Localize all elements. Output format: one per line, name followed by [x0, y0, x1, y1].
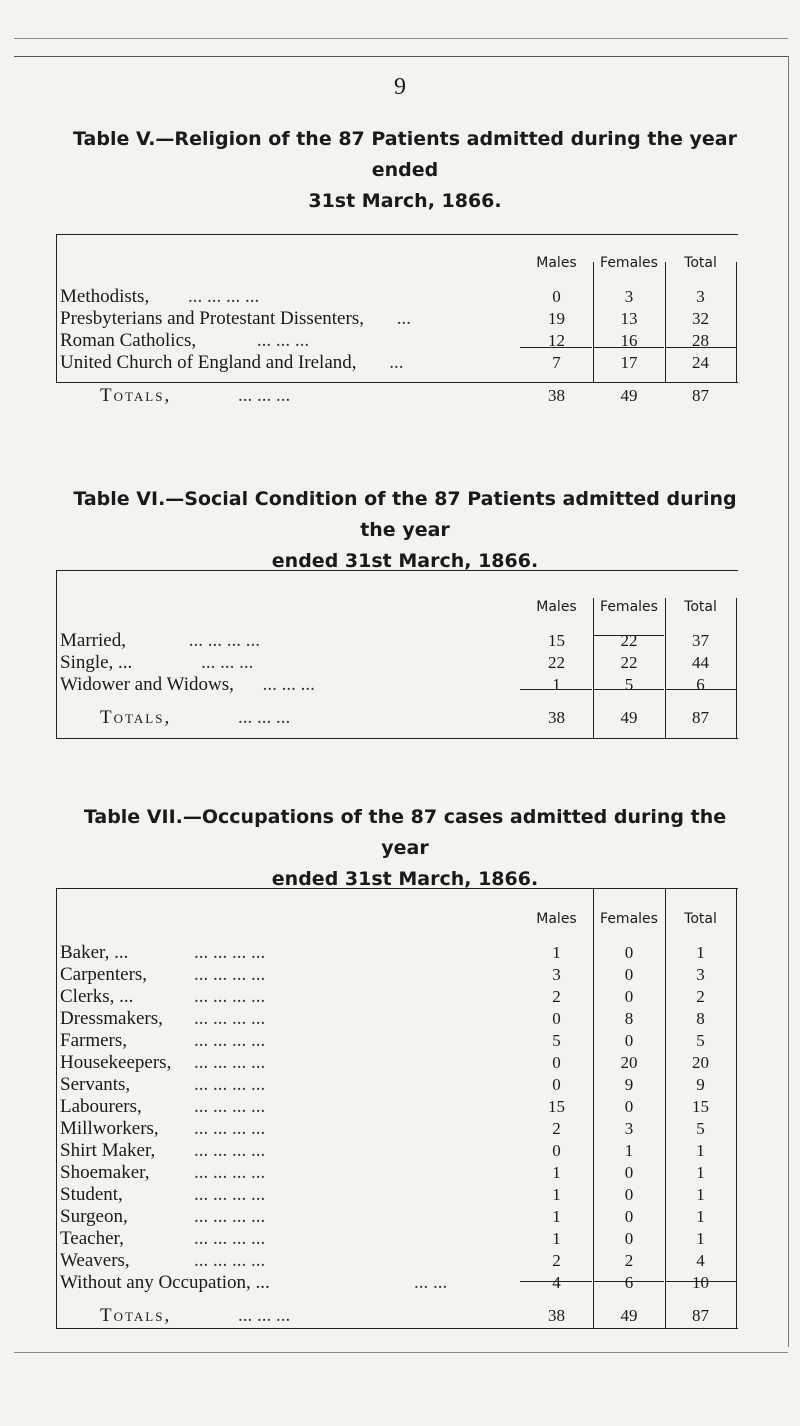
table7-right-rule	[736, 888, 737, 1328]
leader-dots: ... ... ... ...	[194, 1140, 266, 1161]
table5-caption	[60, 124, 750, 217]
total-females: 49	[620, 708, 638, 727]
table7-left-rule	[56, 888, 57, 1328]
table-row	[60, 352, 736, 374]
cell-total: 15	[692, 1097, 709, 1116]
table-row	[60, 674, 736, 696]
table-row	[60, 1140, 736, 1162]
totals-row	[60, 1294, 736, 1338]
table6-title-line1: Table VI.—Social Condition of the 87 Patients admitted during the year	[73, 488, 737, 541]
cell-total: 37	[692, 631, 709, 650]
table-row	[60, 986, 736, 1008]
leader-dots: ... ... ... ...	[194, 1228, 266, 1249]
page-bottom-rule	[14, 1352, 788, 1353]
row-label: Without any Occupation, ...	[60, 1272, 270, 1293]
cell-total: 4	[696, 1251, 705, 1270]
table-row	[60, 1272, 736, 1294]
cell-total: 32	[692, 309, 709, 328]
leader-dots: ...	[396, 308, 411, 329]
row-label: Surgeon,	[60, 1206, 128, 1227]
leader-dots: ...	[389, 352, 404, 373]
table6-title-line2: ended 31st March, 1866.	[271, 550, 539, 572]
cell-males: 5	[552, 1031, 561, 1050]
cell-females: 3	[624, 287, 634, 306]
cell-females: 17	[620, 353, 638, 372]
total-males: 38	[548, 386, 565, 405]
cell-males: 2	[552, 1119, 561, 1138]
row-label: Housekeepers,	[60, 1052, 172, 1073]
cell-males: 3	[552, 965, 561, 984]
col-header-males: Males	[536, 255, 577, 271]
leader-dots: ... ... ... ...	[194, 1052, 266, 1073]
table-row	[60, 942, 736, 964]
leader-dots: ... ... ... ...	[187, 286, 260, 307]
totals-row	[60, 696, 736, 740]
leader-dots: ... ... ...	[237, 707, 291, 728]
cell-males: 2	[552, 987, 561, 1006]
leader-dots: ... ... ... ...	[194, 1008, 266, 1029]
row-label: Shoemaker,	[60, 1162, 150, 1183]
leader-dots: ... ... ...	[256, 330, 310, 351]
cell-total: 44	[692, 653, 709, 672]
table-row	[60, 1206, 736, 1228]
cell-females: 20	[620, 1053, 638, 1072]
row-label: Clerks, ...	[60, 986, 134, 1007]
cell-total: 1	[696, 943, 705, 962]
table5-right-rule	[736, 262, 737, 382]
cell-total: 3	[696, 965, 705, 984]
row-label: Single, ...	[60, 652, 133, 673]
row-label: Servants,	[60, 1074, 131, 1095]
table-row	[60, 1162, 736, 1184]
cell-females: 0	[624, 1229, 634, 1248]
cell-total: 9	[696, 1075, 705, 1094]
cell-males: 1	[552, 1163, 561, 1182]
table6-right-rule	[736, 598, 737, 738]
cell-males: 0	[552, 1009, 561, 1028]
totals-label: Totals,	[100, 707, 172, 728]
total-females: 49	[620, 1306, 638, 1325]
row-label: Farmers,	[60, 1030, 128, 1051]
cell-males: 0	[552, 1053, 561, 1072]
table-row	[60, 630, 736, 652]
row-label: Widower and Widows,	[60, 674, 234, 695]
col-header-males: Males	[536, 599, 577, 615]
cell-females: 0	[624, 987, 634, 1006]
cell-males: 2	[552, 1251, 561, 1270]
cell-females: 9	[624, 1075, 634, 1094]
cell-males: 0	[552, 1141, 561, 1160]
cell-females: 0	[624, 1031, 634, 1050]
cell-total: 6	[696, 675, 705, 694]
cell-females: 0	[624, 943, 634, 962]
cell-females: 6	[624, 1273, 634, 1292]
leader-dots: ... ... ... ...	[188, 630, 260, 651]
table7	[60, 896, 736, 1338]
table-row	[60, 1184, 736, 1206]
totals-label: Totals,	[100, 385, 172, 406]
leader-dots: ... ... ... ...	[194, 942, 266, 963]
table7-top-rule	[56, 888, 738, 889]
leader-dots: ... ... ... ...	[194, 1096, 266, 1117]
cell-total: 8	[696, 1009, 705, 1028]
table6-left-rule	[56, 570, 57, 738]
table6	[60, 584, 736, 740]
cell-females: 16	[620, 331, 638, 350]
table-row	[60, 964, 736, 986]
table-row	[60, 1008, 736, 1030]
table-row	[60, 1096, 736, 1118]
cell-females: 13	[620, 309, 638, 328]
row-label: Methodists,	[60, 286, 150, 307]
row-label: Student,	[60, 1184, 123, 1205]
cell-total: 2	[696, 987, 705, 1006]
table-row	[60, 1052, 736, 1074]
col-header-females: Females	[600, 911, 658, 927]
table5-title-line1: Table V.—Religion of the 87 Patients admitted during the year ended	[73, 128, 737, 181]
table-row	[60, 652, 736, 674]
row-label: Presbyterians and Protestant Dissenters,	[60, 308, 364, 329]
cell-males: 7	[552, 353, 561, 372]
leader-dots: ... ... ... ...	[194, 1162, 266, 1183]
table5-title-line2: 31st March, 1866.	[308, 190, 502, 212]
cell-total: 1	[696, 1141, 705, 1160]
cell-total: 5	[696, 1031, 705, 1050]
cell-males: 15	[548, 631, 565, 650]
leader-dots: ... ... ... ...	[194, 1184, 266, 1205]
cell-total: 1	[696, 1229, 705, 1248]
cell-males: 1	[552, 943, 561, 962]
cell-males: 1	[552, 675, 561, 694]
row-label: Baker, ...	[60, 942, 129, 963]
col-header-total: Total	[684, 911, 717, 927]
cell-total: 24	[692, 353, 709, 372]
leader-dots: ... ... ... ...	[194, 964, 266, 985]
total-total: 87	[692, 708, 709, 727]
leader-dots: ... ... ... ...	[194, 1074, 266, 1095]
cell-males: 0	[552, 1075, 561, 1094]
cell-total: 1	[696, 1163, 705, 1182]
leader-dots: ... ... ... ...	[194, 1250, 266, 1271]
table5-left-rule	[56, 234, 57, 382]
cell-females: 0	[624, 1163, 634, 1182]
table5-top-rule	[56, 234, 738, 235]
table5	[60, 240, 736, 418]
cell-total: 3	[696, 287, 705, 306]
table7-title-line1: Table VII.—Occupations of the 87 cases admitted during the year	[83, 806, 727, 859]
table-row	[60, 308, 736, 330]
col-header-total: Total	[684, 255, 717, 271]
total-total: 87	[692, 386, 709, 405]
leader-dots: ... ... ...	[237, 385, 291, 406]
cell-males: 22	[548, 653, 565, 672]
cell-males: 0	[552, 287, 561, 306]
leader-dots: ... ... ...	[237, 1305, 291, 1326]
leader-dots: ... ... ... ...	[194, 1030, 266, 1051]
cell-females: 22	[620, 631, 638, 650]
table-row	[60, 1250, 736, 1272]
row-label: Teacher,	[60, 1228, 124, 1249]
table7-caption	[60, 802, 750, 895]
total-females: 49	[620, 386, 638, 405]
cell-females: 1	[624, 1141, 634, 1160]
row-label: United Church of England and Ireland,	[60, 352, 357, 373]
leader-dots: ... ... ...	[262, 674, 315, 695]
cell-females: 22	[620, 653, 638, 672]
row-label: Weavers,	[60, 1250, 130, 1271]
cell-males: 1	[552, 1207, 561, 1226]
page-number: 9	[394, 74, 406, 100]
row-label: Shirt Maker,	[60, 1140, 156, 1161]
totals-label: Totals,	[100, 1305, 172, 1326]
row-label: Millworkers,	[60, 1118, 159, 1139]
row-label: Carpenters,	[60, 964, 148, 985]
table7-title-line2: ended 31st March, 1866.	[271, 868, 539, 890]
table-row	[60, 1074, 736, 1096]
col-header-males: Males	[536, 911, 577, 927]
cell-total: 28	[692, 331, 709, 350]
table5-header-row	[60, 240, 736, 286]
row-label: Roman Catholics,	[60, 330, 197, 351]
cell-females: 0	[624, 1097, 634, 1116]
totals-row	[60, 374, 736, 418]
leader-dots: ... ...	[414, 1272, 448, 1293]
table6-top-rule	[56, 570, 738, 571]
cell-total: 20	[692, 1053, 709, 1072]
cell-total: 10	[692, 1273, 709, 1292]
cell-males: 15	[548, 1097, 565, 1116]
leader-dots: ... ... ... ...	[194, 986, 266, 1007]
col-header-females: Females	[600, 599, 658, 615]
table-row	[60, 286, 736, 308]
cell-females: 0	[624, 965, 634, 984]
row-label: Married,	[60, 630, 126, 651]
total-males: 38	[548, 708, 565, 727]
total-males: 38	[548, 1306, 565, 1325]
row-label: Dressmakers,	[60, 1008, 163, 1029]
cell-females: 0	[624, 1185, 634, 1204]
total-total: 87	[692, 1306, 709, 1325]
table-row	[60, 1030, 736, 1052]
leader-dots: ... ... ... ...	[194, 1118, 266, 1139]
leader-dots: ... ... ... ...	[194, 1206, 266, 1227]
col-header-females: Females	[600, 255, 658, 271]
table-row	[60, 1228, 736, 1250]
cell-total: 1	[696, 1185, 705, 1204]
cell-males: 1	[552, 1229, 561, 1248]
cell-total: 1	[696, 1207, 705, 1226]
table-row	[60, 330, 736, 352]
row-label: Labourers,	[60, 1096, 142, 1117]
table6-caption	[60, 484, 750, 577]
cell-males: 1	[552, 1185, 561, 1204]
cell-males: 19	[548, 309, 565, 328]
col-header-total: Total	[684, 599, 717, 615]
table-row	[60, 1118, 736, 1140]
cell-males: 12	[548, 331, 565, 350]
table7-header-row	[60, 896, 736, 942]
cell-females: 8	[624, 1009, 634, 1028]
cell-females: 5	[624, 675, 634, 694]
cell-females: 2	[624, 1251, 634, 1270]
cell-males: 4	[552, 1273, 561, 1292]
page-top-rule	[14, 38, 788, 39]
leader-dots: ... ... ...	[201, 652, 254, 673]
table6-header-row	[60, 584, 736, 630]
cell-total: 5	[696, 1119, 705, 1138]
cell-females: 0	[624, 1207, 634, 1226]
cell-females: 3	[624, 1119, 634, 1138]
